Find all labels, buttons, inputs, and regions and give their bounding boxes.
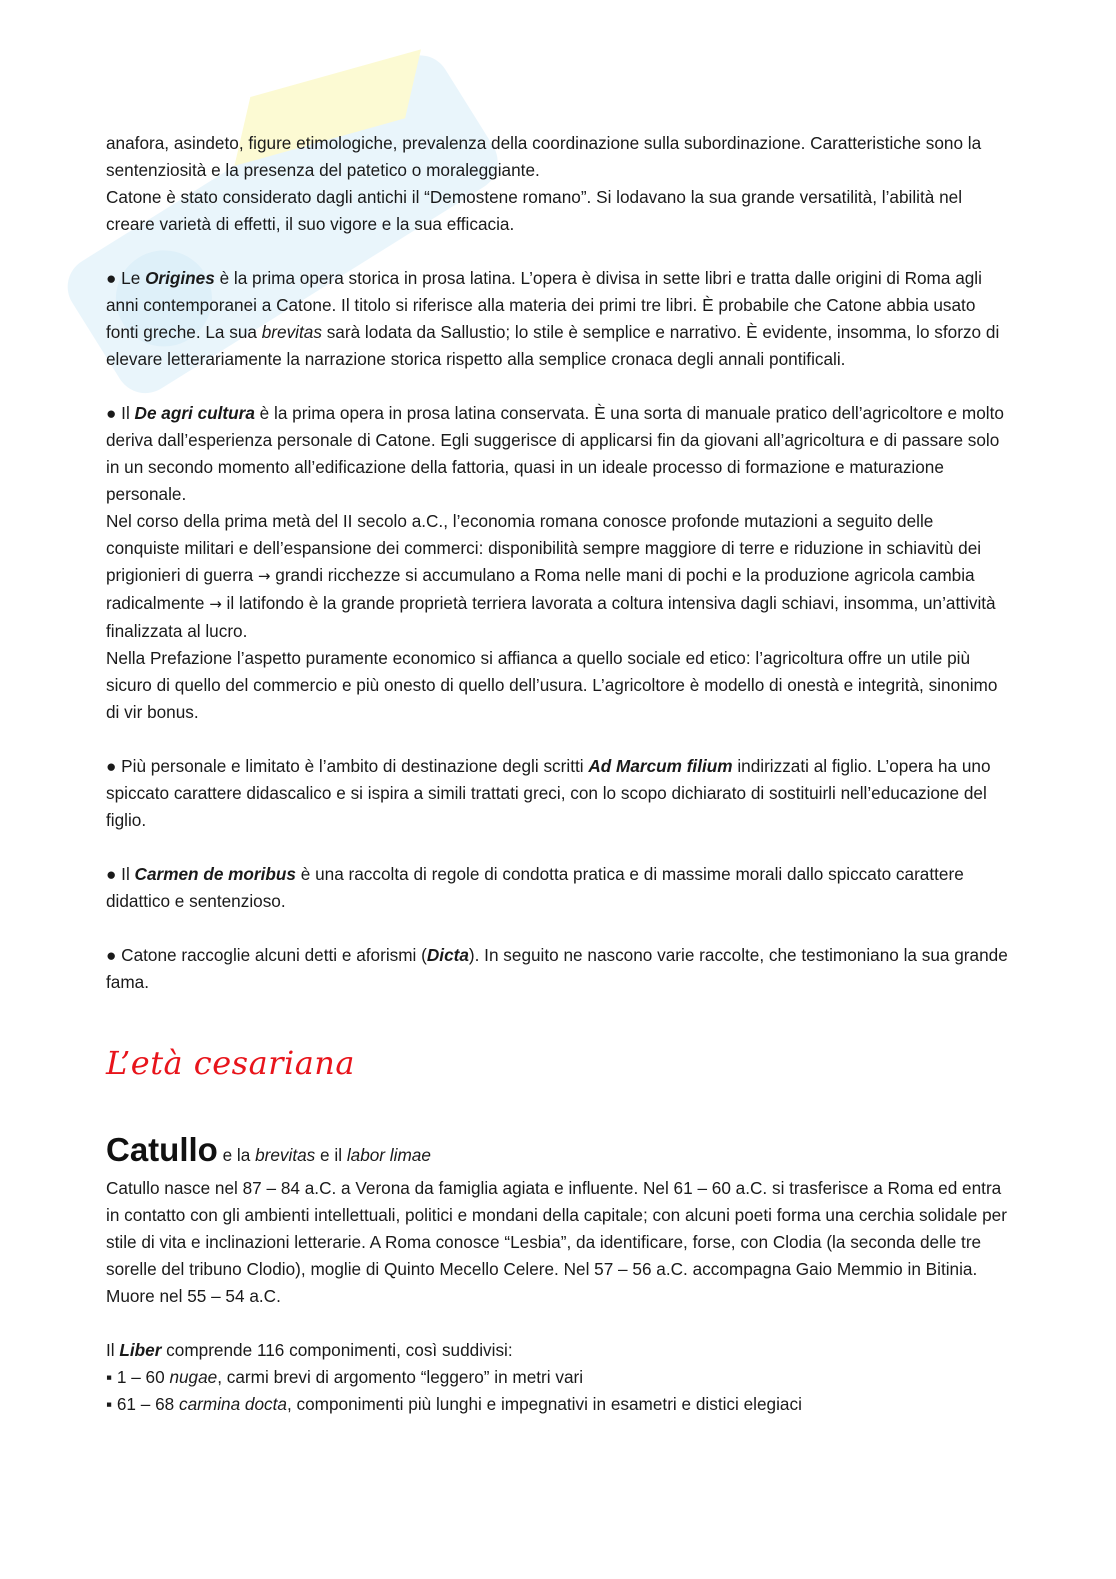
list-item: ▪ 61 – 68 carmina docta, componimenti più lunghi e impegnativi in esametri e distici elegiaci	[106, 1394, 802, 1414]
term: brevitas	[261, 322, 322, 342]
list-item: ▪ 1 – 60 nugae, carmi brevi di argomento “leggero” in metri vari	[106, 1367, 584, 1387]
arrow-right-icon: →	[257, 567, 271, 585]
work-title: Carmen de moribus	[134, 864, 296, 884]
bullet-icon: ●	[106, 268, 117, 288]
origines-paragraph: ● Le Origines è la prima opera storica in prosa latina. L’opera è divisa in sette libri e tratta dalle origini di Roma agli anni contemporanei a Catone. Il titolo si riferisce alla materia dei primi tre libri. È probabile che Catone abbia usato fonti greche. La sua brevitas sarà lodata da Sallustio; lo stile è semplice e narrativo. È evidente, insomma, lo sforzo di elevare letterariamente la narrazione storica rispetto alla semplice cronaca degli annali pontificali.	[106, 268, 1000, 369]
square-bullet-icon: ▪	[106, 1394, 113, 1414]
bullet-icon: ●	[106, 756, 117, 776]
work-title: De agri cultura	[134, 403, 255, 423]
author-heading: Catullo e la brevitas e il labor limae	[106, 1131, 431, 1168]
agri-paragraph: ● Il De agri cultura è la prima opera in prosa latina conservata. È una sorta di manuale pratico dell’agricoltore e molto deriva dall’esperienza personale di Catone. Egli suggerisce di applicarsi fin da giovani all’agricoltura e di passare solo in un secondo momento all’edificazione della fattoria, quasi in un ideale processo di formazione e maturazione personale.	[106, 403, 1004, 504]
bullet-icon: ●	[106, 945, 117, 965]
intro-paragraph: anafora, asindeto, figure etimologiche, prevalenza della coordinazione sulla subordinazione. Caratteristiche sono la sentenziosità e la presenza del patetico o moraleggiante. Catone è stato considerato dagli antichi il “Demostene romano”. Si lodavano la sua grande versatilità, l’abilità nel creare varietà di effetti, il suo vigore e la sua efficacia.	[106, 133, 982, 234]
bullet-icon: ●	[106, 403, 117, 423]
economy-paragraph: Nel corso della prima metà del II secolo a.C., l’economia romana conosce profonde mutazioni a seguito delle conquiste militari e dell’espansione dei commerci: disponibilità sempre maggiore di terre e riduzione in schiavitù dei prigionieri di guerra → grandi ricchezze si accumulano a Roma nelle mani di pochi e la produzione agricola cambia radicalmente → il latifondo è la grande proprietà terriera lavorata a coltura intensiva dagli schiavi, insomma, un’attività finalizzata al lucro.	[106, 511, 996, 641]
document-page	[106, 130, 1011, 1418]
liber-paragraph: Il Liber comprende 116 componimenti, così suddivisi:	[106, 1340, 513, 1360]
work-title: Ad Marcum filium	[588, 756, 733, 776]
biography-paragraph: Catullo nasce nel 87 – 84 a.C. a Verona da famiglia agiata e influente. Nel 61 – 60 a.C. si trasferisce a Roma ed entra in contatto con gli ambienti intellettuali, politici e mondani della capitale; con alcuni poeti forma una cerchia solidale per stile di vita e inclinazioni letterarie. A Roma conosce “Lesbia”, da identificare, forse, con Clodia (la seconda delle tre sorelle del tribuno Clodio), moglie di Quinto Mecello Celere. Nel 57 – 56 a.C. accompagna Gaio Memmio in Bitinia. Muore nel 55 – 54 a.C.	[106, 1178, 1007, 1306]
work-title: Liber	[119, 1340, 162, 1360]
work-title: Dicta	[426, 945, 469, 965]
author-name: Catullo	[106, 1131, 218, 1168]
section-heading: L’età cesariana	[106, 1044, 355, 1082]
square-bullet-icon: ▪	[106, 1367, 113, 1387]
prefazione-paragraph: Nella Prefazione l’aspetto puramente economico si affianca a quello sociale ed etico: l’agricoltura offre un utile più sicuro di quello del commercio e più onesto di quello dell’usura. L’agricoltore è modello di onestà e integrità, sinonimo di vir bonus.	[106, 648, 998, 722]
arrow-right-icon: →	[209, 595, 222, 613]
marcum-paragraph: ● Più personale e limitato è l’ambito di destinazione degli scritti Ad Marcum filium indirizzati al figlio. L’opera ha uno spiccato carattere didascalico e si ispira a simili trattati greci, con lo scopo dichiarato di sostituirli nell’educazione del figlio.	[106, 756, 991, 830]
bullet-icon: ●	[106, 864, 117, 884]
carmen-paragraph: ● Il Carmen de moribus è una raccolta di regole di condotta pratica e di massime morali dallo spiccato carattere didattico e sentenzioso.	[106, 864, 964, 911]
work-title: Origines	[145, 268, 215, 288]
dicta-paragraph: ● Catone raccoglie alcuni detti e aforismi (Dicta). In seguito ne nascono varie raccolte, che testimoniano la sua grande fama.	[106, 945, 1008, 992]
